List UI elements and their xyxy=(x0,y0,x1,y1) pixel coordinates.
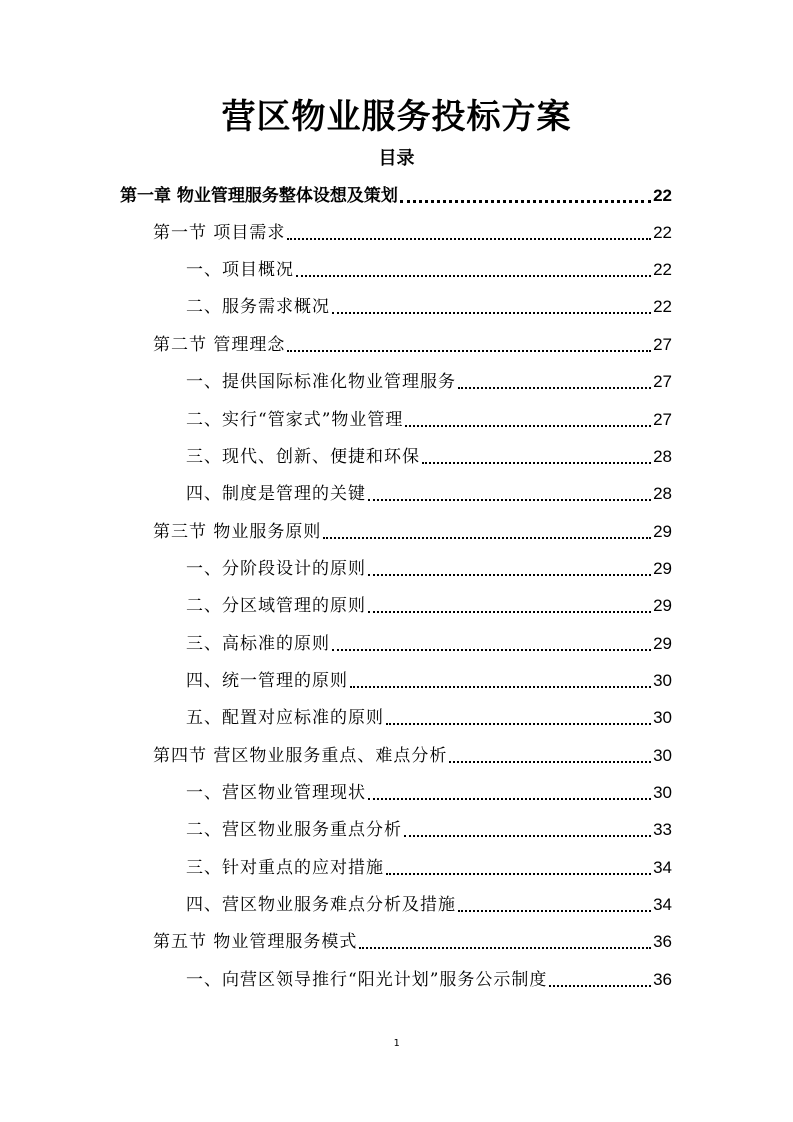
toc-entry-item[interactable] xyxy=(186,887,672,923)
toc-entry-label: 第四节 营区物业服务重点、难点分析 xyxy=(153,746,448,766)
dot-leader xyxy=(368,476,651,512)
toc-entry-item[interactable] xyxy=(186,962,672,998)
toc-entry-page: 27 xyxy=(653,372,672,391)
dot-leader xyxy=(458,364,651,400)
dot-leader xyxy=(405,402,651,438)
toc-entry-section-5[interactable] xyxy=(153,924,672,960)
toc-entry-label: 第二节 管理理念 xyxy=(153,335,286,355)
dot-leader xyxy=(323,514,651,550)
dot-leader xyxy=(368,588,651,624)
dot-leader xyxy=(287,327,651,363)
dot-leader xyxy=(449,738,651,774)
toc-entry-label: 三、现代、创新、便捷和环保 xyxy=(186,447,420,467)
toc-entry-page: 30 xyxy=(653,783,672,802)
dot-leader xyxy=(458,887,651,923)
toc-entry-label: 二、营区物业服务重点分析 xyxy=(186,820,402,840)
dot-leader xyxy=(296,252,651,288)
toc-heading: 目录 xyxy=(378,148,415,169)
toc-entry-page: 36 xyxy=(653,932,672,951)
toc-entry-page: 29 xyxy=(653,596,672,615)
toc-entry-label: 四、营区物业服务难点分析及措施 xyxy=(186,895,456,915)
dot-leader xyxy=(422,439,651,475)
toc-entry-page: 28 xyxy=(653,447,672,466)
dot-leader xyxy=(368,775,651,811)
toc-entry-item[interactable] xyxy=(186,700,672,736)
dot-leader xyxy=(350,663,651,699)
toc-entry-item[interactable] xyxy=(186,812,672,848)
toc-entry-label: 一、向营区领导推行“阳光计划”服务公示制度 xyxy=(186,970,548,990)
toc-entry-page: 22 xyxy=(653,186,672,205)
toc-entry-item[interactable] xyxy=(186,551,672,587)
toc-entry-page: 27 xyxy=(653,335,672,354)
dot-leader xyxy=(400,178,651,214)
toc-entry-page: 36 xyxy=(653,970,672,989)
toc-entry-label: 四、制度是管理的关键 xyxy=(186,484,366,504)
toc-entry-label: 第五节 物业管理服务模式 xyxy=(153,932,358,952)
toc-entry-page: 22 xyxy=(653,260,672,279)
toc-entry-page: 30 xyxy=(653,671,672,690)
toc-entry-section-1[interactable] xyxy=(153,215,672,251)
toc-entry-item[interactable] xyxy=(186,663,672,699)
toc-entry-page: 29 xyxy=(653,559,672,578)
toc-entry-page: 34 xyxy=(653,895,672,914)
toc-entry-item[interactable] xyxy=(186,588,672,624)
dot-leader xyxy=(368,551,651,587)
toc-entry-section-3[interactable] xyxy=(153,514,672,550)
toc-entry-label: 第三节 物业服务原则 xyxy=(153,522,322,542)
toc-entry-label: 二、分区域管理的原则 xyxy=(186,596,366,616)
dot-leader xyxy=(287,215,651,251)
toc-entry-item[interactable] xyxy=(186,775,672,811)
toc-entry-label: 二、实行“管家式”物业管理 xyxy=(186,410,404,430)
toc-entry-label: 一、提供国际标准化物业管理服务 xyxy=(186,372,456,392)
document-title: 营区物业服务投标方案 xyxy=(221,97,572,137)
toc-entry-page: 34 xyxy=(653,858,672,877)
toc-entry-page: 28 xyxy=(653,484,672,503)
dot-leader xyxy=(386,700,651,736)
toc-entry-item[interactable] xyxy=(186,252,672,288)
toc-entry-label: 三、针对重点的应对措施 xyxy=(186,858,384,878)
toc-entry-page: 30 xyxy=(653,708,672,727)
toc-entry-section-2[interactable] xyxy=(153,327,672,363)
toc-entry-page: 22 xyxy=(653,223,672,242)
dot-leader xyxy=(359,924,651,960)
toc-entry-page: 22 xyxy=(653,297,672,316)
toc-entry-item[interactable] xyxy=(186,364,672,400)
toc-entry-page: 27 xyxy=(653,410,672,429)
toc-entry-page: 33 xyxy=(653,820,672,839)
dot-leader xyxy=(404,812,651,848)
toc-entry-label: 一、项目概况 xyxy=(186,260,294,280)
toc-entry-page: 29 xyxy=(653,634,672,653)
toc-entry-label: 第一节 项目需求 xyxy=(153,223,286,243)
toc-entry-label: 三、高标准的原则 xyxy=(186,634,330,654)
page-number: 1 xyxy=(393,1038,400,1049)
dot-leader xyxy=(549,962,651,998)
dot-leader xyxy=(332,626,651,662)
dot-leader xyxy=(332,289,651,325)
toc-entry-label: 一、营区物业管理现状 xyxy=(186,783,366,803)
toc-entry-page: 30 xyxy=(653,746,672,765)
toc-entry-label: 一、分阶段设计的原则 xyxy=(186,559,366,579)
toc-entry-item[interactable] xyxy=(186,476,672,512)
toc-entry-item[interactable] xyxy=(186,850,672,886)
toc-entry-item[interactable] xyxy=(186,402,672,438)
toc-entry-label: 二、服务需求概况 xyxy=(186,297,330,317)
toc-entry-item[interactable] xyxy=(186,289,672,325)
toc-entry-section-4[interactable] xyxy=(153,738,672,774)
dot-leader xyxy=(386,850,651,886)
toc-entry-label: 五、配置对应标准的原则 xyxy=(186,708,384,728)
toc-entry-item[interactable] xyxy=(186,626,672,662)
toc-entry-chapter-1[interactable] xyxy=(120,178,672,214)
toc-entry-page: 29 xyxy=(653,522,672,541)
toc-entry-label: 四、统一管理的原则 xyxy=(186,671,348,691)
toc-entry-label: 第一章 物业管理服务整体设想及策划 xyxy=(120,186,398,206)
toc-entry-item[interactable] xyxy=(186,439,672,475)
